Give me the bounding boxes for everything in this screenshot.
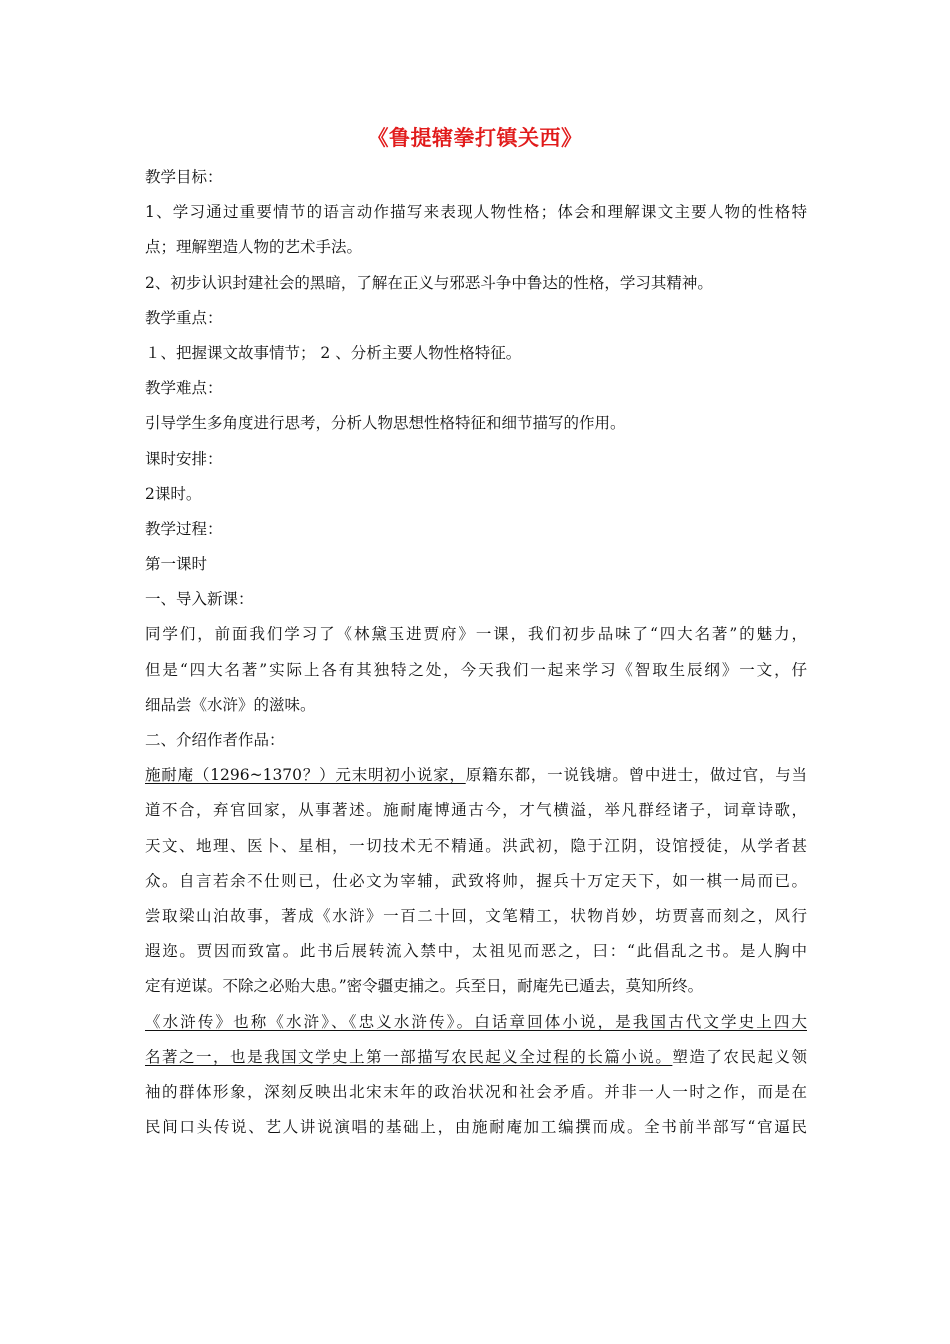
text-line: 课时安排：: [145, 449, 223, 468]
plain-text: 塑造了农民起义领: [672, 1047, 807, 1066]
document-body: [145, 160, 807, 1145]
text-line: 教学难点：: [145, 379, 223, 398]
text-line: 遐迩。贾因而致富。此书后展转流入禁中，太祖见而恶之，曰：“此倡乱之书。是人胸中: [145, 942, 807, 961]
text-line: 同学们，前面我们学习了《林黛玉进贾府》一课，我们初步品味了“四大名著”的魅力，: [145, 625, 807, 644]
text-line: 教学重点：: [145, 308, 223, 327]
text-line: 2、初步认识封建社会的黑暗，了解在正义与邪恶斗争中鲁达的性格，学习其精神。: [145, 273, 713, 292]
text-line: 点；理解塑造人物的艺术手法。: [145, 238, 363, 257]
text-line: 教学过程：: [145, 519, 223, 538]
text-line: 2课时。: [145, 484, 202, 503]
text-line: 尝取梁山泊故事，著成《水浒》一百二十回，文笔精工，状物肖妙，坊贾喜而刻之，风行: [145, 906, 807, 925]
text-line: 引导学生多角度进行思考，分析人物思想性格特征和细节描写的作用。: [145, 414, 626, 433]
text-line: 第一课时: [145, 555, 208, 574]
text-line: [145, 1040, 807, 1075]
text-line: １、把握课文故事情节； 2 、分析主要人物性格特征。: [145, 343, 522, 362]
text-line: 细品尝《水浒》的滋味。: [145, 695, 316, 714]
plain-text: 原籍东都，一说钱塘。曾中进士，做过官，与当: [465, 766, 807, 785]
text-line: 但是“四大名著”实际上各有其独特之处，今天我们一起来学习《智取生辰纲》一文，仔: [145, 660, 807, 679]
text-line: 道不合，弃官回家，从事著述。施耐庵博通古今，才气横溢，举凡群经诸子，词章诗歌，: [145, 801, 807, 820]
text-line: 民间口头传说、艺人讲说演唱的基础上，由施耐庵加工编撰而成。全书前半部写“官逼民: [145, 1118, 807, 1137]
underlined-text: 《水浒传》也称《水浒》、《忠义水浒传》。白话章回体小说，是我国古代文学史上四大: [145, 1012, 807, 1031]
underlined-text: 名著之一，也是我国文学史上第一部描写农民起义全过程的长篇小说。: [145, 1047, 673, 1066]
text-line: 众。自言若余不仕则已，仕必文为宰辅，武致将帅，握兵十万定天下，如一棋一局而已。: [145, 871, 807, 890]
text-line: 袖的群体形象，深刻反映出北宋末年的政治状况和社会矛盾。并非一人一时之作，而是在: [145, 1082, 807, 1101]
text-line: 一、导入新课：: [145, 590, 254, 609]
text-line: [145, 1005, 807, 1040]
document-title: 《鲁提辖拳打镇关西》: [367, 126, 583, 150]
text-line: 天文、地理、医卜、星相，一切技术无不精通。洪武初，隐于江阴，设馆授徒，从学者甚: [145, 836, 807, 855]
text-line: 教学目标：: [145, 168, 223, 186]
text-line: [145, 758, 807, 793]
text-line: 二、介绍作者作品：: [145, 731, 285, 749]
text-line: 1、学习通过重要情节的语言动作描写来表现人物性格；体会和理解课文主要人物的性格特: [145, 203, 807, 222]
text-line: 定有逆谋。不除之必贻大患。”密令疆吏捕之。兵至日，耐庵先已遁去，莫知所终。: [145, 977, 704, 996]
underlined-text: 施耐庵（1296~1370？）元末明初小说家，: [145, 766, 466, 785]
